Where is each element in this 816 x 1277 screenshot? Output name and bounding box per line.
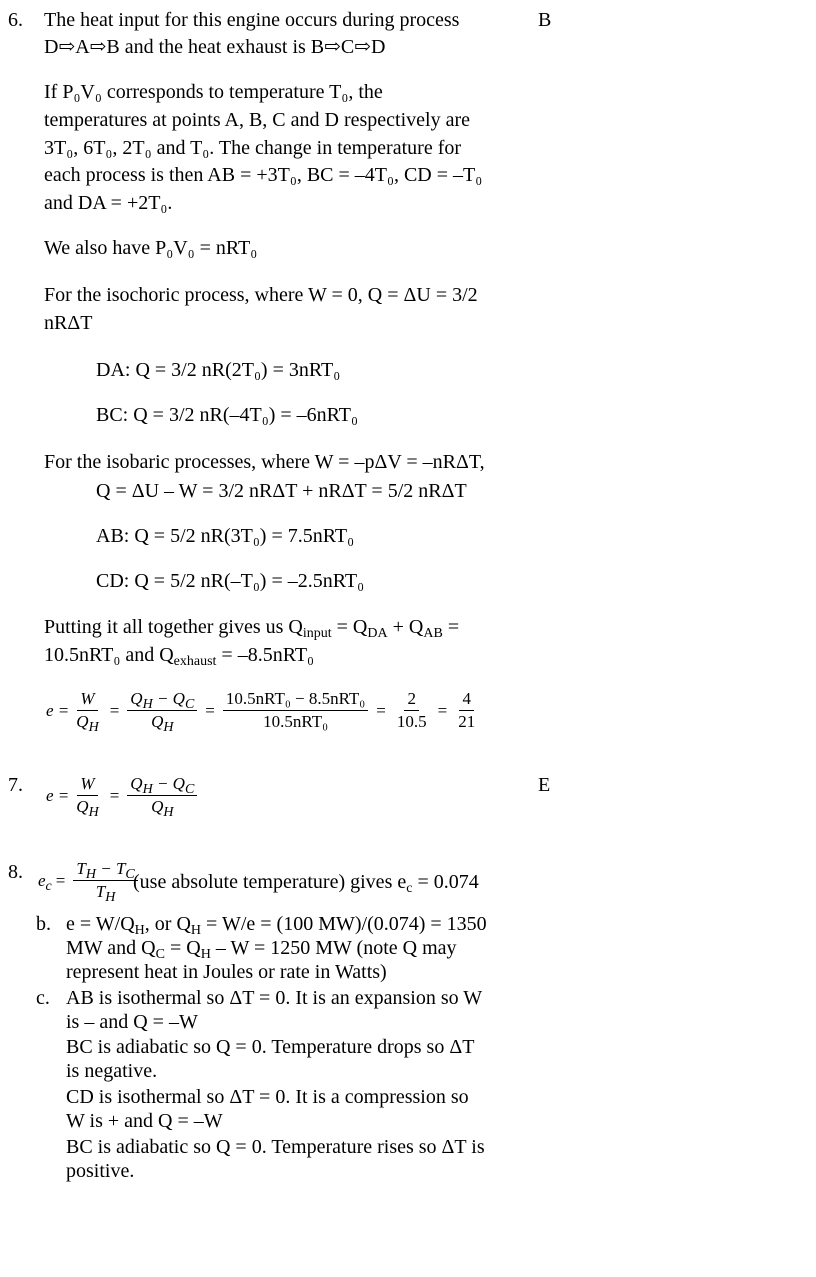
q6-bc: BC: Q = 3/2 nR(–4T₀) = –6nRT₀ xyxy=(96,404,358,426)
q6-p6-l2: 10.5nRT₀ and $Q_{exhaust} = -8.5nRT_0$ xyxy=(44,644,315,669)
q6-p4-l1: For the isochoric process, where W = 0, Q = ΔU = 3/2 xyxy=(44,284,478,306)
q6-answer: B xyxy=(538,9,552,31)
q6-p6-l1: Putting it all together gives us $Q_{input} = Q_{DA} + Q_{AB}$ = xyxy=(44,616,460,641)
q6-p2-l5: and DA = +2T₀. xyxy=(44,192,173,214)
q8-c-line7: BC is adiabatic so Q = 0. Temperature rises so ΔT is xyxy=(66,1136,485,1158)
q8-carnot-equation: $e_c$ = $\frac{T_H - T_C}{T_H}$ xyxy=(38,858,142,903)
q6-da: DA: Q = 3/2 nR(2T₀) = 3nRT₀ xyxy=(96,359,341,381)
q6-number: 6. xyxy=(8,9,23,31)
q8-c-line4: is negative. xyxy=(66,1060,158,1082)
q6-p5-l1: For the isobaric processes, where W = –pΔV = –nRΔT, xyxy=(44,451,485,473)
q8-c-line1: AB is isothermal so ΔT = 0. It is an expansion so W xyxy=(66,987,483,1009)
q7-number: 7. xyxy=(8,774,23,796)
q6-line2: D⇨A⇨B and the heat exhaust is B⇨C⇨D xyxy=(44,36,386,58)
q8-b-line2: MW and $Q_C = Q_H - W = 1250$ MW (note Q may xyxy=(66,937,457,962)
q8-c-line3: BC is adiabatic so Q = 0. Temperature drops so ΔT xyxy=(66,1036,475,1058)
q8-number: 8. xyxy=(8,861,23,883)
q7-answer: E xyxy=(538,774,551,796)
q6-p2-l1: If P₀V₀ corresponds to temperature T₀, the xyxy=(44,81,383,103)
q8-b-label: b. xyxy=(36,913,51,935)
q6-cd: CD: Q = 5/2 nR(–T₀) = –2.5nRT₀ xyxy=(96,570,365,592)
q6-p2-l2: temperatures at points A, B, C and D respectively are xyxy=(44,109,470,131)
q8-b-line3: represent heat in Joules or rate in Watts) xyxy=(66,961,387,983)
q6-p4-l2: nRΔT xyxy=(44,312,93,334)
q6-p3: We also have P₀V₀ = nRT₀ xyxy=(44,237,258,259)
q7-efficiency-equation: e = $\frac{W}{Q_H}$ = $\frac{Q_H - Q_C}{Q_H}$ xyxy=(46,773,201,818)
q8-c-label: c. xyxy=(36,987,50,1009)
q8-a-text: (use absolute temperature) gives $e_c = 0.074$ xyxy=(133,871,479,896)
q8-c-line5: CD is isothermal so ΔT = 0. It is a compression so xyxy=(66,1086,469,1108)
q6-efficiency-equation: e = $\frac{W}{Q_H}$ = $\frac{Q_H - Q_C}{Q_H}$ = $\frac{\text{10.5nRT₀ − 8.5nRT₀}}{\text{10.5nRT₀}}$ = $\frac{2}{10.5}$ = $\frac{4}{21}$ xyxy=(46,689,476,735)
q6-p2-l4: each process is then AB = +3T₀, BC = –4T₀, CD = –T₀ xyxy=(44,164,483,186)
q6-p2-l3: 3T₀, 6T₀, 2T₀ and T₀. The change in temperature for xyxy=(44,137,462,159)
q8-b-line1: $e = W/Q_H$, or $Q_H = W/e = (100$ MW)/(0.074) = 1350 xyxy=(66,913,487,938)
q6-p5-l2: Q = ΔU – W = 3/2 nRΔT + nRΔT = 5/2 nRΔT xyxy=(96,480,467,502)
q8-c-line2: is – and Q = –W xyxy=(66,1011,198,1033)
q6-line1: The heat input for this engine occurs during process xyxy=(44,9,460,31)
q8-c-line6: W is + and Q = –W xyxy=(66,1110,223,1132)
q8-c-line8: positive. xyxy=(66,1160,135,1182)
q6-ab: AB: Q = 5/2 nR(3T₀) = 7.5nRT₀ xyxy=(96,525,355,547)
